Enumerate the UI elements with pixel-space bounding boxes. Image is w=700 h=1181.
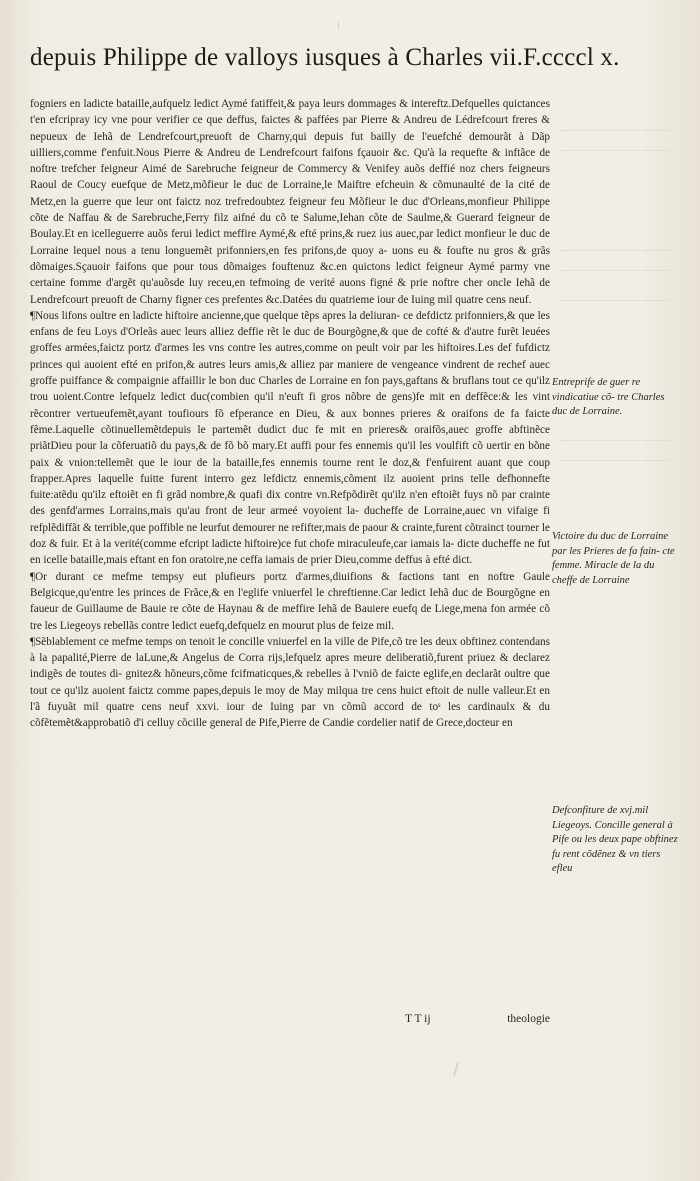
show-through-lines — [560, 130, 670, 143]
paragraph-ledger-quittance: fogniers en ladicte bataille,aufquelz ledict Aymé fatiffeit,& paya leurs dommages & intereftz.Defquelles quictances t'en efcripray icy vne pour verifier ce que deffus, faictes & paffées par Pierre & Andreu de Lédrefcourt freres & nepueux de Iehã de Lendrefcourt,preuoft de Charny,qui depuis fut bailly de l'euefché demourãt à Dãp uilliers,comme f'enfuit.Nous Pierre & Andreu de Lendrefcourt faifons fçauoir &c. Qu'à la requefte & inftãce de noftre trefcher feigneur Aimé de Sarebruche feigneur de Commercy & Venifey auõs deffié noz chers feigneurs Raoul de Coucy euefque de Metz,mõfieur le duc de Lorraine,le Maiftre efcheuin & cõmunaulté de la cité de Metz,en la guerre que leur ont faictz noz trefredoubtez feigneur feu Mõfieur le duc d'Orleans,monfieur Philippe cõte de Naffau & de Sarebruche,Ferry filz aifné du cõ te Salume,Iehan cõte de Saulme,& Guerard feigneur de Boulay.Et en icelleguerre auõs ferui ledict meffire Aymé,& efté prins,& ruez ius auec,par ledict monfieur le duc de Lorraine lequel nous a tenu longuemẽt prifonniers,en fes prifons,de quoy a- uons eu & foufte nu gros & grãs dõmaiges.Sçauoir faifons que pour tous dõmaiges fouftenuz &c.en quictons ledict feigneur Aymé parmy vne certaine fomme d'argẽt qu'auõsde luy receu,en tefmoing de verité auons figné & prie noftre cher oncle Iehã de Lendrefcourt preuoft de Charny figner ces prefentes &c.Datées du quatrieme iour de Iuing mil quatre cens neuf. — [30, 98, 550, 306]
main-text-block — [30, 96, 550, 732]
show-through-lines — [560, 300, 670, 313]
margin-note-war: Entreprife de guer re vindicatiue cõ- tre Charles duc de Lorraine. — [552, 377, 665, 417]
paragraph-battle-miracle: ¶Nous lifons oultre en ladicte hiftoire ancienne,que quelque tẽps apres la deliuran- ce defdictz prifonniers,& que les enfans de feu Loys d'Orleãs auec leurs alliez deffie rẽt le duc de Bourgõgne,& que de cofté & d'autre furẽt leuées groffes armées,faictz portz d'armes les vns contre les autres,comme on peult voir par les hiftoires.Les def fufdictz princes qui auoient efté en prifon,& autres leurs amis,& alliez par maniere de vengeance vindrent de rechef auec groffe puiffance & compaignie affaillir le bon duc Charles de Lorraine en fon pays,gaftans & bruflans tout ce qu'ilz trou uoient.Contre lefquelz ledict duc(combien qu'il n'euft fi gros nõbre de gens)fe mit en deffẽce:& les vint rẽcontrer vertueufemẽt,ayant toufiours fõ efperance en Dieu, & aux bonnes prieres & oraifons de fa faicte fẽme.Laquelle cõtinuellemẽtdepuis le partemẽt dudict duc fe mit en prieres& oraifõs,auec groffe abftinẽce priãtDieu pour la cõferuatiõ du pays,& de fõ bõ mary.Et auffi pour fes ennemis qu'il les voulfift cõ uertir en bõne paix & vnion:tellemẽt que le iour de la bataille,fes ennemis tourne rent le doz,& f'enfuirent auant que coup frapper.Apres laquelle fuitte furent interro gez lefdictz ennemis,cõment ilz auoient prins telle defhonnefte fuite:atẽdu qu'ilz eftoiẽt en fi grãd nombre,& quafi dix contre vn.Refpõdirẽt qu'ilz n'en eftoiẽt fuys nõ par crainte des genfd'armes Lorrains,mais qu'au front de leur armeé voyoient la- ducheffe de Lorraine,auec vn vifaige fi refplẽdiffãt & terrible,que poffible ne leurfut demourer ne refifter,mais de paour & crainte,furent cõtrainct tourner le doz & fuir. Et à la verité(comme efcript ladicte hiftoire)ce fut chofe miraculeufe,car iamais la- dicte ducheffe ne fut en icelle bataille,mais eftant en fon oratoire,ne ceffa iamais de prier Dieu,comme deffus à efté dict. — [30, 309, 550, 567]
show-through-lines — [560, 150, 670, 163]
show-through-lines — [560, 460, 670, 473]
paragraph-liege-war: ¶Or durant ce mefme tempsy eut plufieurs portz d'armes,diuifions & factions tant en noftre Gaule Belgicque,qu'entre les princes de Frãce,& en l'eglife vniuerfel le chreftienne.Car ledict Iehã duc de Bourgõgne en faueur de Guillaume de Bauie re cõte de Haynau & de meffire Iehã de Bauiere euefq de Liege,mena fon armée cõ tre les Liegeoys rebellãs contre ledict euefq,defquelz en mourut plus de feize mil. — [30, 570, 550, 632]
catchword: theologie — [507, 1013, 550, 1025]
signature-mark: T T ij — [405, 1013, 431, 1025]
show-through-mark — [338, 22, 345, 30]
ink-stain — [453, 1062, 459, 1076]
show-through-lines — [560, 440, 670, 453]
page-footer — [30, 1013, 550, 1029]
margin-note-council: Defconfiture de xvj.mil Liegeoys. Concille general à Pife ou les deux pape obftinez fu rent cõdẽnez & vn tiers efleu — [552, 805, 678, 874]
margin-note-victory: Victoire du duc de Lorraine par les Prieres de fa fain- cte femme. Miracle de la du cheffe de Lorraine — [552, 531, 675, 586]
show-through-lines — [560, 270, 670, 283]
paragraph-council-pisa: ¶Sẽblablement ce mefme temps on tenoit le concille vniuerfel en la ville de Pife,cõ tre les deux obftinez contendans à la papalité,Pierre de laLune,& Angelus de Corra rijs,lefquelz apres meure deliberatiõ,furent priuez & declarez indigẽs de toutes di- gnitez& hõneurs,cõme fcifmaticques,& rebelles à l'vniõ de faicte eglife,en declarãt oultre que tout ce qu'ilz auoient faictz comme papes,depuis le moy de May milqua tre cens huict eftoit de nulle valleur.Et en l'ã fuyuãt mil quatre cens neuf xxvi. iour de Iuing par vn cõmũ accord de toˢ les cardinaulx & du cõfẽtemẽt&approbatiõ d'i celluy cõcille general de Pife,Pierre de Candie cordelier natif de Grece,docteur en — [30, 635, 550, 730]
running-head: depuis Philippe de valloys iusques à Charles vii.F.ccccl x. — [30, 44, 620, 71]
show-through-lines — [560, 250, 670, 263]
